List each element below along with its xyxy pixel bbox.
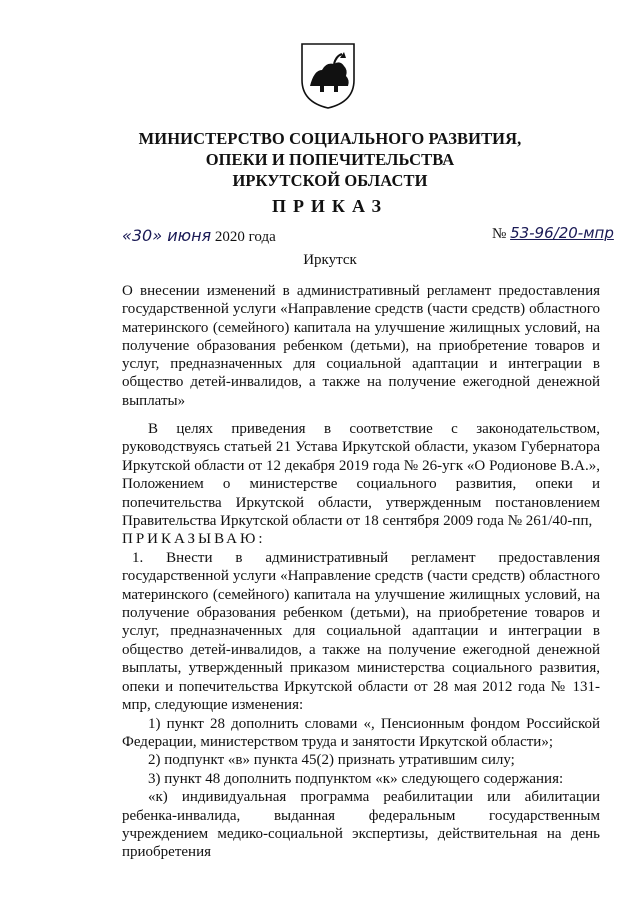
handwritten-number: 53-96/20-мпр	[510, 224, 614, 242]
ministry-name-line2: ОПЕКИ И ПОПЕЧИТЕЛЬСТВА	[205, 150, 455, 169]
ministry-name-line3: ИРКУТСКОЙ ОБЛАСТИ	[232, 171, 428, 190]
city-name: Иркутск	[303, 252, 357, 268]
order-number	[492, 224, 614, 243]
quoted-subpoint-k: «к) индивидуальная программа реабилитации или абилитации ребенка-инвалида, выданная федеральным государственным учреждением медико-социальной экспертизы, действительная на день приобретения	[122, 789, 600, 861]
order-subject: О внесении изменений в административный регламент предоставления государственной услуги «Направление средств (части средств) областного материнского (семейного) капитала на улучшение жилищных условий, на получение образования ребенком (детьми), на приобретение товаров и услуг, предназначенных для социальной адаптации и интеграции в общество детей-инвалидов, а также на получение ежегодной денежной выплаты»	[122, 283, 600, 409]
point-1-paragraph: 1. Внести в административный регламент предоставления государственной услуги «Направление средств (части средств) областного материнского (семейного) капитала на улучшение жилищных условий, на получение образования ребенком (детьми), на приобретение товаров и услуг, предназначенных для социальной адаптации и интеграции в общество детей-инвалидов, а также на получение ежегодной денежной выплаты, утвержденный приказом министерства социального развития, опеки и попечительства Иркутской области от 28 мая 2012 года № 131-мпр, следующие изменения:	[122, 549, 600, 714]
order-body	[122, 420, 600, 862]
preamble-paragraph: В целях приведения в соответствие с законодательством, руководствуясь статьей 21 Устава Иркутской области, указом Губернатора Иркутской области от 12 декабря 2019 года № 26-угк «О Родионове В.А.», Положением о министерстве социального развития, опеки и попечительства Иркутской области, утвержденным постановлением Правительства Иркутской области от 18 сентября 2009 года № 261/40-пп,	[122, 421, 600, 530]
subpoint-1: 1) пункт 28 дополнить словами «, Пенсионным фондом Российской Федерации, министерством труда и занятости Иркутской области»;	[122, 715, 600, 750]
document-type-title: ПРИКАЗ	[271, 196, 389, 216]
date-year: 2020 года	[214, 229, 276, 245]
handwritten-date: «30» июня	[122, 226, 212, 245]
order-date	[122, 226, 276, 246]
coat-of-arms-icon	[298, 40, 358, 110]
order-word: ПРИКАЗЫВАЮ:	[122, 531, 266, 548]
subpoint-3: 3) пункт 48 дополнить подпунктом «к» следующего содержания:	[148, 770, 564, 787]
number-sign: №	[492, 226, 507, 242]
ministry-name-line1: МИНИСТЕРСТВО СОЦИАЛЬНОГО РАЗВИТИЯ,	[138, 129, 522, 148]
subpoint-2: 2) подпункт «в» пункта 45(2) признать утратившим силу;	[148, 752, 515, 769]
